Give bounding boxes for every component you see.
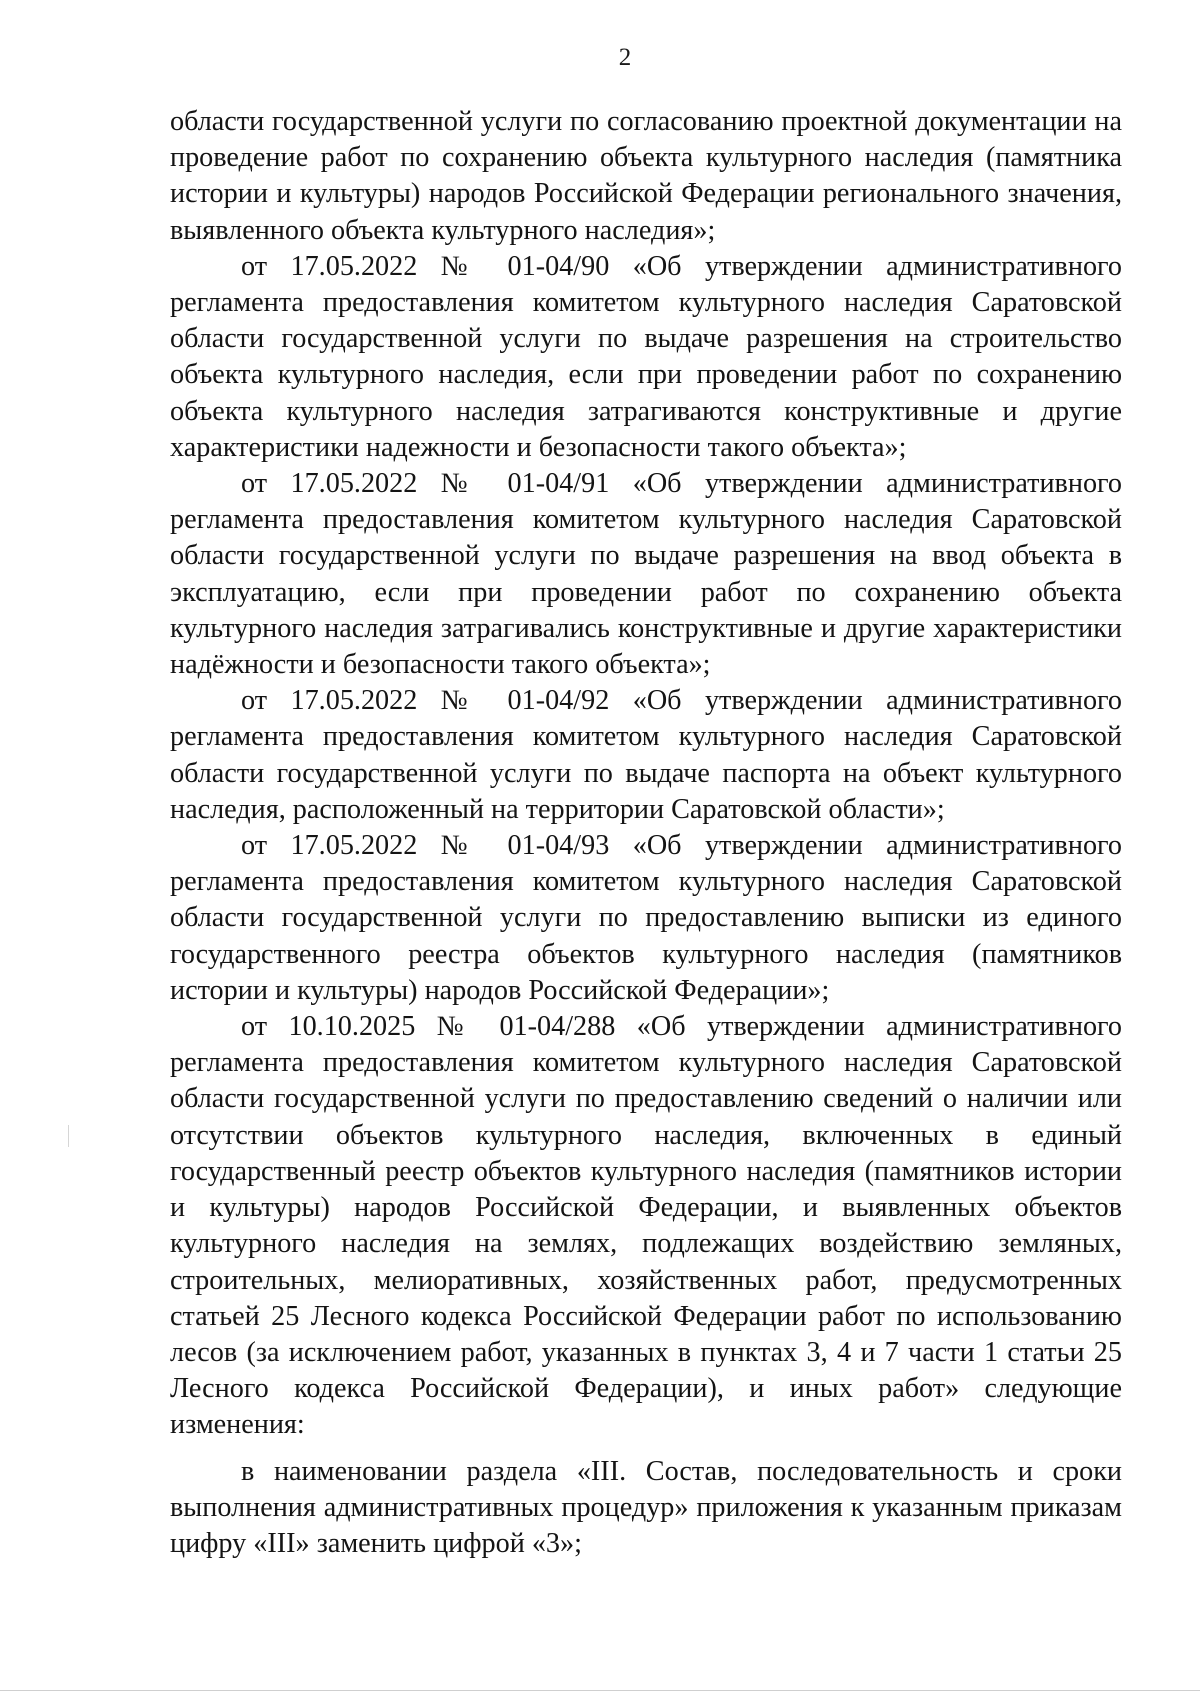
paragraph-order-01-04-93: от 17.05.2022 № 01-04/93 «Об утверждении административного регламента предоставления комитетом культурного наследия Саратовской области государственной услуги по предоставлению выписки из единого государственного реестра объектов культурного наследия (памятников истории и культуры) народов Российской Федерации»; bbox=[170, 830, 1122, 1006]
paragraph-order-01-04-288: от 10.10.2025 № 01-04/288 «Об утверждении административного регламента предоставления комитетом культурного наследия Саратовской области государственной услуги по предоставлению сведений о наличии или отсутствии объектов культурного наследия, включенных в единый государственный реестр объектов культурного наследия (памятников истории и культуры) народов Российской Федерации, и выявленных объектов культурного наследия на землях, подлежащих воздействию земляных, строительных, мелиоративных, хозяйственных работ, предусмотренных статьей 25 Лесного кодекса Российской Федерации работ по использованию лесов (за исключением работ, указанных в пунктах 3, 4 и 7 части 1 статьи 25 Лесного кодекса Российской Федерации), и иных работ» следующие изменения: bbox=[170, 1011, 1122, 1441]
scan-margin-mark bbox=[68, 1125, 69, 1147]
document-body bbox=[170, 104, 1122, 1562]
paragraph-order-01-04-91: от 17.05.2022 № 01-04/91 «Об утверждении административного регламента предоставления комитетом культурного наследия Саратовской области государственной услуги по выдаче разрешения на ввод объекта в эксплуатацию, если при проведении работ по сохранению объекта культурного наследия затрагивались конструктивные и другие характеристики надёжности и безопасности такого объекта»; bbox=[170, 468, 1122, 681]
paragraph-amendment: в наименовании раздела «III. Состав, последовательность и сроки выполнения административных процедур» приложения к указанным приказам цифру «III» заменить цифрой «3»; bbox=[170, 1455, 1122, 1559]
page-number: 2 bbox=[618, 44, 632, 71]
paragraph-order-01-04-92: от 17.05.2022 № 01-04/92 «Об утверждении административного регламента предоставления комитетом культурного наследия Саратовской области государственной услуги по выдаче паспорта на объект культурного наследия, расположенный на территории Саратовской области»; bbox=[170, 685, 1122, 825]
paragraph-order-01-04-90: от 17.05.2022 № 01-04/90 «Об утверждении административного регламента предоставления комитетом культурного наследия Саратовской области государственной услуги по выдаче разрешения на строительство объекта культурного наследия, если при проведении работ по сохранению объекта культурного наследия затрагиваются конструктивные и другие характеристики надежности и безопасности такого объекта»; bbox=[170, 250, 1122, 463]
scan-bottom-edge bbox=[0, 1690, 1200, 1691]
paragraph-continuation: области государственной услуги по согласованию проектной документации на проведение работ по сохранению объекта культурного наследия (памятника истории и культуры) народов Российской Федерации регионального значения, выявленного объекта культурного наследия»; bbox=[170, 106, 1122, 246]
